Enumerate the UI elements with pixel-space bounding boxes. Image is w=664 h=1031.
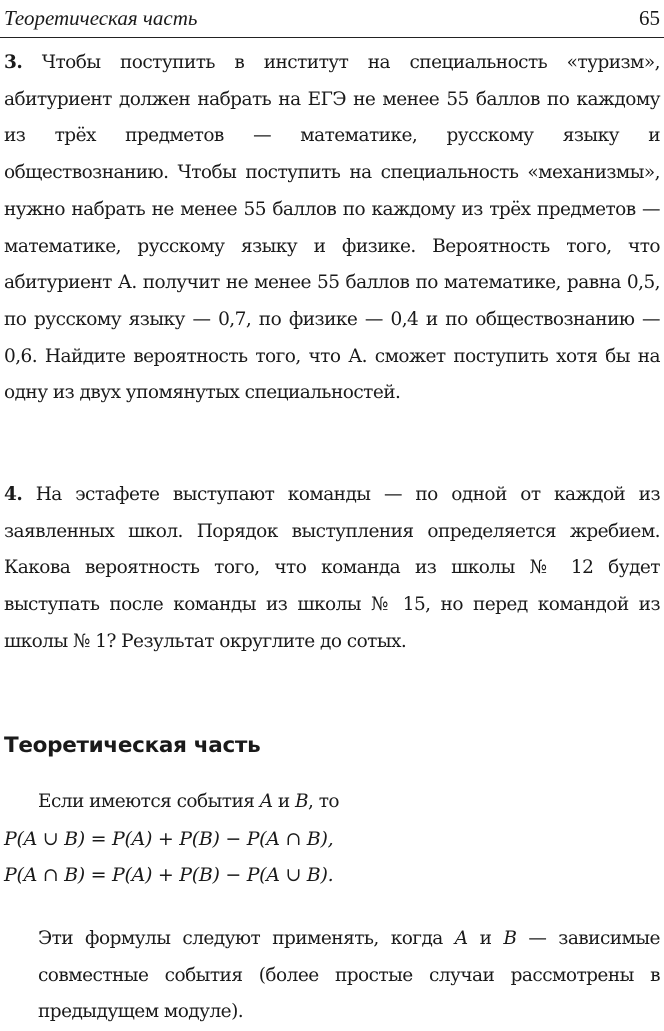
theory-intro-line bbox=[4, 784, 660, 821]
problem-3-paragraph bbox=[4, 45, 660, 412]
note-var-a: A bbox=[454, 928, 468, 949]
theory-intro bbox=[4, 784, 660, 894]
formula-intersection: P(A ∩ B) = P(A) + P(B) − P(A ∪ B). bbox=[4, 864, 334, 887]
problem-3-text: Чтобы поступить в институт на специальность «туризм», абитуриент должен набрать на ЕГЭ не менее 55 баллов по каждому из трёх предметов — математике, русскому языку и обществознанию. Чтобы поступить на специальность «механизмы», нужно набрать не менее 55 баллов по каждому из трёх предметов — математике, русскому языку и физике. Вероятность того, что абитуриент А. получит не менее 55 баллов по математике, равна 0,5, по русскому языку — 0,7, по физике — 0,4 и по обществознанию — 0,6. Найдите вероятность того, что А. сможет поступить хотя бы на одну из двух упомянутых специальностей. bbox=[4, 52, 660, 404]
note-var-b: B bbox=[503, 928, 517, 949]
var-a: A bbox=[259, 791, 273, 812]
theory-note-conj: и bbox=[479, 928, 492, 949]
theory-note-after: — зависимые совместные события (более простые случаи рассмотрены в предыдущем модуле). bbox=[38, 928, 660, 1023]
header-rule bbox=[0, 37, 664, 38]
theory-note bbox=[4, 921, 660, 1031]
formula-union: P(A ∪ B) = P(A) + P(B) − P(A ∩ B), bbox=[4, 827, 334, 850]
page-header bbox=[0, 4, 664, 32]
problem-4-text: На эстафете выступают команды — по одной от каждой из заявленных школ. Порядок выступления определяется жребием. Какова вероятность того, что команда из школы № 12 будет выступать после команды из школы № 15, но перед командой из школы № 1? Результат округлите до сотых. bbox=[4, 484, 660, 652]
problem-4-paragraph bbox=[4, 477, 660, 661]
problem-4 bbox=[4, 477, 660, 661]
var-b: B bbox=[294, 791, 309, 812]
section-heading: Теоретическая часть bbox=[4, 733, 261, 758]
theory-intro-conj: и bbox=[277, 791, 290, 812]
theory-note-before: Эти формулы следуют применять, когда bbox=[38, 928, 443, 949]
problem-3-number: 3. bbox=[4, 52, 23, 73]
problem-3 bbox=[4, 45, 660, 412]
page-number: 65 bbox=[639, 6, 660, 30]
theory-note-paragraph bbox=[4, 921, 660, 1031]
running-title: Теоретическая часть bbox=[4, 6, 198, 30]
problem-4-number: 4. bbox=[4, 484, 23, 505]
theory-intro-after: , то bbox=[308, 791, 339, 812]
theory-intro-before: Если имеются события bbox=[38, 791, 255, 812]
